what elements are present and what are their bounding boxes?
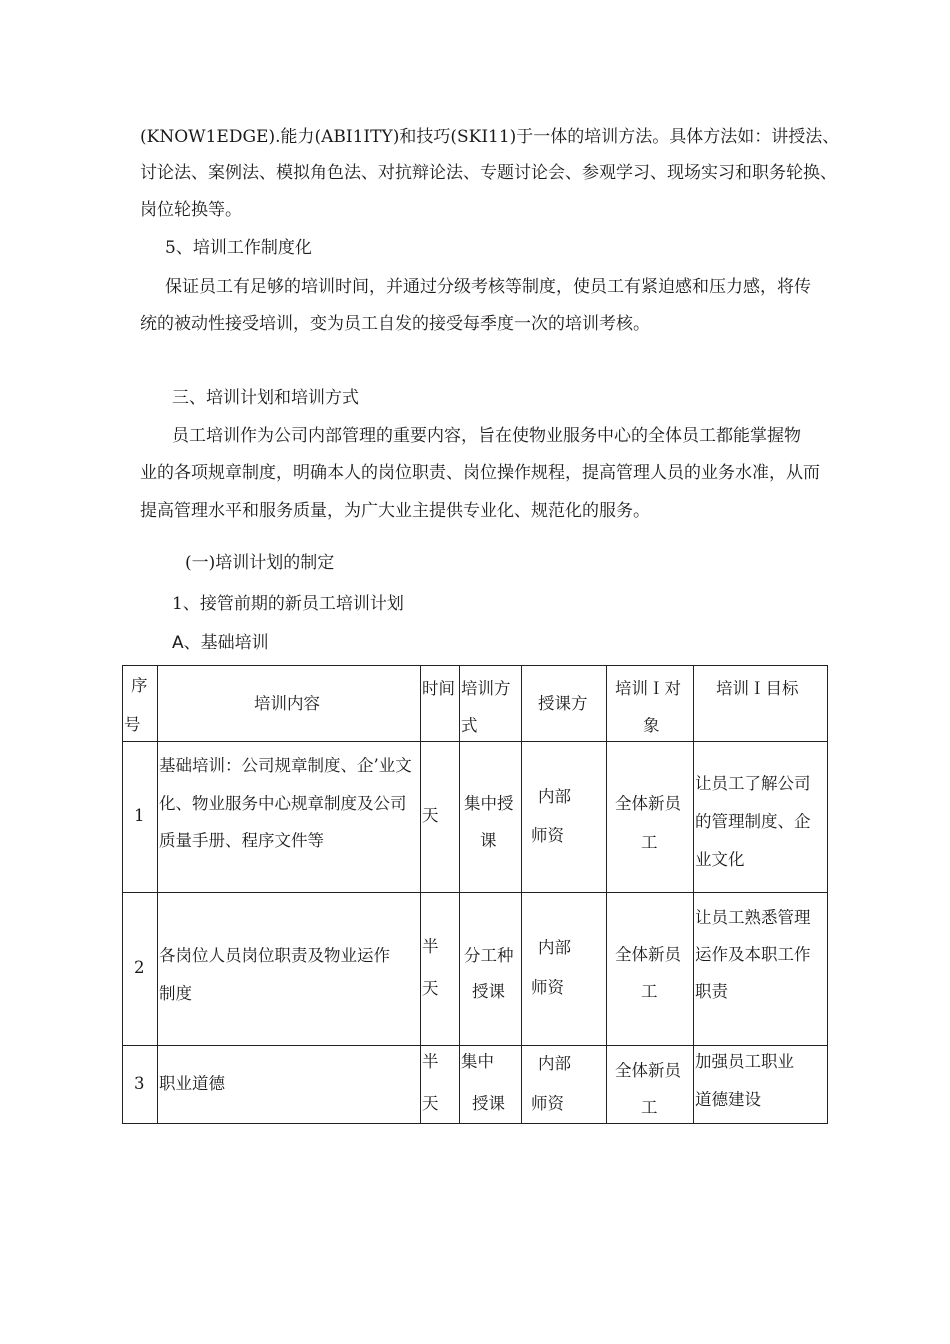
subsection-heading: A、基础培训 [172, 633, 269, 653]
paragraph-line: (KNOW1EDGE).能力(ABI1ITY)和技巧(SKI11)于一体的培训方法。具体方法如：讲授法、 [140, 127, 840, 147]
row-goal: 道德建设 [695, 1090, 761, 1109]
row-time: 半 [422, 937, 439, 956]
table-cell [123, 1046, 158, 1124]
header-time: 时间 [422, 679, 455, 698]
row-goal: 让员工了解公司 [695, 774, 811, 793]
row-teacher: 师资 [531, 978, 564, 997]
header-teacher: 授课方 [538, 694, 588, 713]
table-cell [607, 1046, 694, 1124]
row-goal: 运作及本职工作 [695, 945, 811, 964]
table-cell [607, 742, 694, 893]
row-method: 分工种 [464, 946, 514, 965]
table-row [123, 893, 828, 1046]
row-time: 天 [422, 806, 439, 825]
table-cell [421, 893, 460, 1046]
header-cell [460, 666, 522, 742]
row-time: 半 [422, 1052, 439, 1071]
section-heading: 5、培训工作制度化 [165, 238, 312, 258]
table-header-row [123, 666, 828, 742]
table-cell [421, 742, 460, 893]
table-cell [522, 742, 607, 893]
header-content: 培训内容 [254, 694, 320, 713]
row-time: 天 [422, 1094, 439, 1113]
paragraph-line: 统的被动性接受培训，变为员工自发的接受每季度一次的培训考核。 [140, 314, 650, 334]
subsection-heading: (一)培训计划的制定 [185, 553, 335, 573]
table-cell [158, 893, 421, 1046]
table-row [123, 1046, 828, 1124]
table-cell [158, 742, 421, 893]
paragraph-line: 保证员工有足够的培训时间，并通过分级考核等制度，使员工有紧迫感和压力感，将传 [165, 277, 811, 297]
row-method: 集中 [461, 1052, 494, 1071]
row-content: 职业道德 [159, 1074, 225, 1093]
header-target: 象 [643, 716, 660, 735]
table-cell [694, 742, 828, 893]
header-cell [123, 666, 158, 742]
paragraph-line: 岗位轮换等。 [140, 200, 242, 220]
header-cell [522, 666, 607, 742]
row-goal: 让员工熟悉管理 [695, 908, 811, 927]
table-cell [421, 1046, 460, 1124]
row-target: 工 [641, 833, 658, 852]
row-method: 授课 [472, 1094, 505, 1113]
paragraph-line: 提高管理水平和服务质量，为广大业主提供专业化、规范化的服务。 [140, 501, 650, 521]
row-goal: 职责 [695, 982, 728, 1001]
header-method: 式 [461, 716, 478, 735]
row-target: 工 [641, 1098, 658, 1117]
header-cell [421, 666, 460, 742]
row-target: 全体新员 [615, 1061, 681, 1080]
row-time: 天 [422, 979, 439, 998]
table-cell [460, 1046, 522, 1124]
row-target: 工 [641, 982, 658, 1001]
row-method: 课 [480, 831, 497, 850]
row-content: 各岗位人员岗位职责及物业运作 [159, 946, 390, 965]
row-goal: 的管理制度、企 [695, 812, 811, 831]
row-teacher: 师资 [531, 826, 564, 845]
paragraph-line: 讨论法、案例法、模拟角色法、对抗辩论法、专题讨论会、参观学习、现场实习和职务轮换、 [140, 163, 837, 183]
table-cell [522, 1046, 607, 1124]
table-cell [123, 893, 158, 1046]
row-goal: 加强员工职业 [695, 1052, 794, 1071]
row-content: 化、物业服务中心规章制度及公司 [159, 794, 407, 813]
training-table [122, 665, 828, 1124]
header-method: 培训方 [461, 679, 511, 698]
table-row [123, 742, 828, 893]
table-cell [460, 742, 522, 893]
header-cell [694, 666, 828, 742]
row-teacher: 内部 [538, 787, 571, 806]
row-teacher: 内部 [538, 1054, 571, 1073]
header-goal: 培训Ｉ目标 [716, 679, 799, 698]
table-cell [607, 893, 694, 1046]
row-seq: 2 [134, 958, 145, 977]
row-target: 全体新员 [615, 945, 681, 964]
table-cell [158, 1046, 421, 1124]
row-method: 集中授 [464, 794, 514, 813]
table-cell [123, 742, 158, 893]
row-seq: 3 [134, 1074, 145, 1093]
row-target: 全体新员 [615, 794, 681, 813]
table-cell [522, 893, 607, 1046]
header-cell [158, 666, 421, 742]
table-cell [694, 1046, 828, 1124]
paragraph-line: 员工培训作为公司内部管理的重要内容，旨在使物业服务中心的全体员工都能掌握物 [172, 426, 801, 446]
row-teacher: 师资 [531, 1094, 564, 1113]
header-cell [607, 666, 694, 742]
row-content: 制度 [159, 984, 192, 1003]
row-content: 质量手册、程序文件等 [159, 831, 324, 850]
row-method: 授课 [472, 982, 505, 1001]
row-teacher: 内部 [538, 938, 571, 957]
row-content: 基础培训：公司规章制度、企’业文 [159, 756, 412, 775]
table-cell [460, 893, 522, 1046]
subsection-heading: 1、接管前期的新员工培训计划 [172, 594, 404, 614]
table-cell [694, 893, 828, 1046]
section-heading: 三、培训计划和培训方式 [172, 388, 359, 408]
row-seq: 1 [134, 806, 145, 825]
paragraph-line: 业的各项规章制度，明确本人的岗位职责、岗位操作规程，提高管理人员的业务水准，从而 [140, 463, 820, 483]
header-seq: 序 [131, 676, 148, 695]
header-target: 培训Ｉ对 [615, 679, 681, 698]
row-goal: 业文化 [695, 850, 745, 869]
header-seq: 号 [124, 715, 141, 734]
